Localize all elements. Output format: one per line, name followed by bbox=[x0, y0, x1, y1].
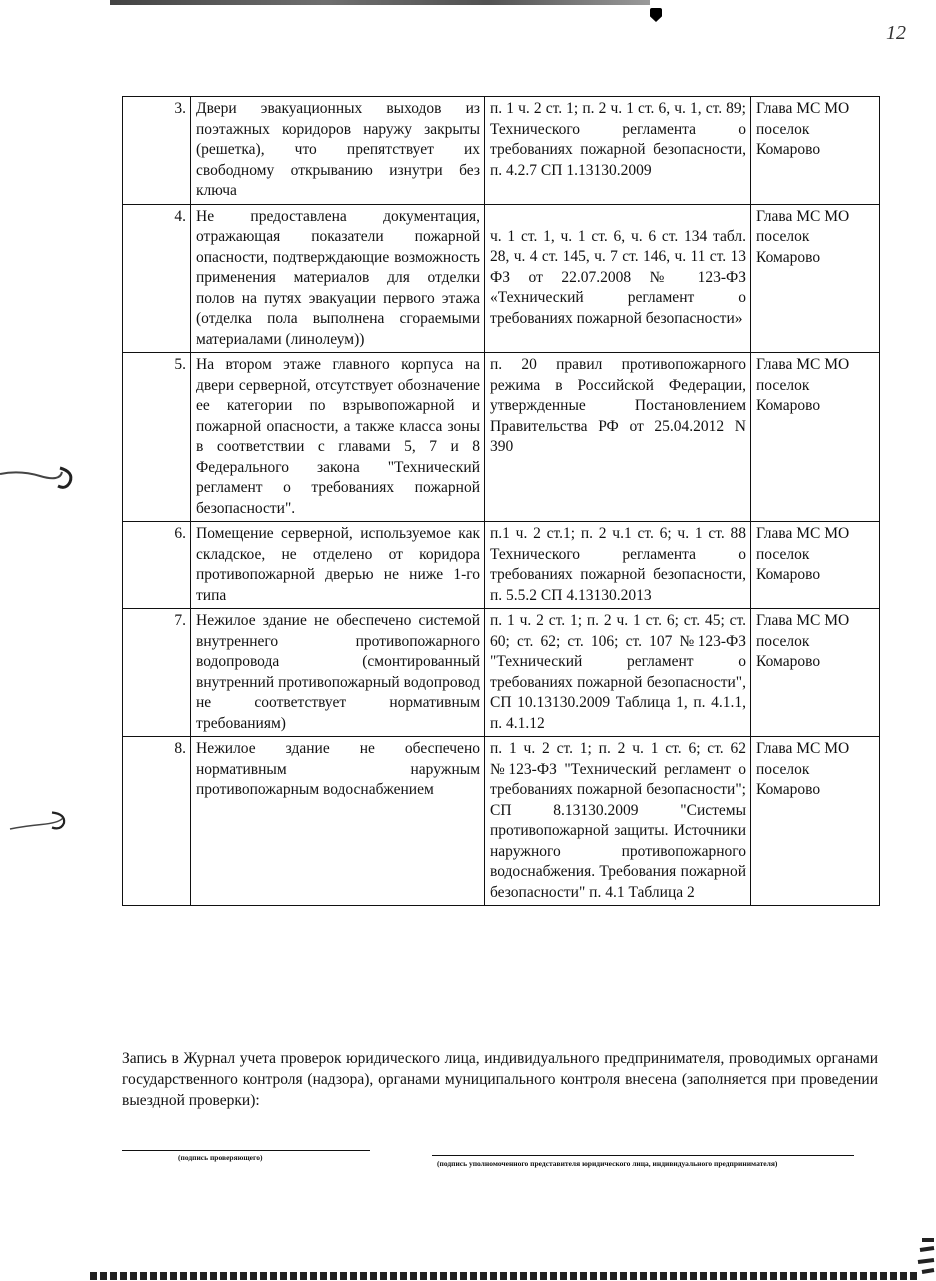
legal-reference: п. 1 ч. 2 ст. 1; п. 2 ч. 1 ст. 6, ч. 1, ст. 89; Технического регламента о требованиях пожарной безопасности, п. 4.2.7 СП 1.13130.2009 bbox=[485, 97, 751, 205]
table-row bbox=[123, 97, 880, 205]
inspector-signature-caption: (подпись проверяющего) bbox=[178, 1153, 263, 1162]
inspector-signature-line bbox=[122, 1150, 370, 1151]
legal-reference: ч. 1 ст. 1, ч. 1 ст. 6, ч. 6 ст. 134 табл. 28, ч. 4 ст. 145, ч. 7 ст. 146, ч. 11 ст. 13 ФЗ от 22.07.2008 № 123-ФЗ «Технический регламент о требованиях пожарной безопасности» bbox=[485, 204, 751, 353]
scan-edge-top bbox=[110, 0, 650, 5]
journal-record-text: Запись в Журнал учета проверок юридического лица, индивидуального предпринимателя, проводимых органами государственного контроля (надзора), органами муниципального контроля внесена (заполняется при проведении выездной проверки): bbox=[122, 1050, 878, 1109]
legal-reference: п. 1 ч. 2 ст. 1; п. 2 ч. 1 ст. 6; ст. 45; ст. 60; ст. 62; ст. 106; ст. 107 №123-ФЗ "Технический регламент о требованиях пожарной безопасности", СП 10.13130.2009 Таблица 1, п. 4.1.1, п. 4.1.12 bbox=[485, 609, 751, 737]
table-row bbox=[123, 737, 880, 906]
staple-hole-mark bbox=[0, 462, 80, 492]
row-number: 4. bbox=[123, 204, 191, 353]
violations-table bbox=[122, 96, 880, 906]
responsible-party: Глава МС МО поселок Комарово bbox=[751, 204, 880, 353]
scan-edge-right bbox=[912, 1236, 936, 1276]
violation-description: На втором этаже главного корпуса на двери серверной, отсутствует обозначение ее категории по взрывопожарной и пожарной опасности, а также класса зоны в соответствии с главами 5, 7 и 8 Федерального закона "Технический регламент о требованиях пожарной безопасности". bbox=[191, 353, 485, 522]
responsible-party: Глава МС МО поселок Комарово bbox=[751, 609, 880, 737]
row-number: 5. bbox=[123, 353, 191, 522]
legal-reference: п. 20 правил противопожарного режима в Российской Федерации, утвержденные Постановлением Правительства РФ от 25.04.2012 N 390 bbox=[485, 353, 751, 522]
row-number: 6. bbox=[123, 522, 191, 609]
violation-description: Помещение серверной, используемое как складское, не отделено от коридора противопожарной дверью не ниже 1-го типа bbox=[191, 522, 485, 609]
responsible-party: Глава МС МО поселок Комарово bbox=[751, 522, 880, 609]
representative-signature-line bbox=[432, 1155, 854, 1156]
table-row bbox=[123, 204, 880, 353]
scan-mark bbox=[650, 8, 662, 22]
row-number: 7. bbox=[123, 609, 191, 737]
violation-description: Нежилое здание не обеспечено системой внутреннего противопожарного водопровода (смонтированный внутренний противопожарный водопровод не соответствует нормативным требованиям) bbox=[191, 609, 485, 737]
responsible-party: Глава МС МО поселок Комарово bbox=[751, 97, 880, 205]
staple-hole-mark bbox=[0, 808, 80, 838]
violation-description: Нежилое здание не обеспечено нормативным наружным противопожарным водоснабжением bbox=[191, 737, 485, 906]
responsible-party: Глава МС МО поселок Комарово bbox=[751, 353, 880, 522]
row-number: 8. bbox=[123, 737, 191, 906]
legal-reference: п. 1 ч. 2 ст. 1; п. 2 ч. 1 ст. 6; ст. 62 №123-ФЗ "Технический регламент о требованиях пожарной безопасности"; СП 8.13130.2009 "Системы противопожарной защиты. Источники наружного противопожарного водоснабжения. Требования пожарной безопасности" п. 4.1 Таблица 2 bbox=[485, 737, 751, 906]
legal-reference: п.1 ч. 2 ст.1; п. 2 ч.1 ст. 6; ч. 1 ст. 88 Технического регламента о требованиях пожарной безопасности, п. 5.5.2 СП 4.13130.2013 bbox=[485, 522, 751, 609]
responsible-party: Глава МС МО поселок Комарово bbox=[751, 737, 880, 906]
row-number: 3. bbox=[123, 97, 191, 205]
violation-description: Не предоставлена документация, отражающая показатели пожарной опасности, подтверждающие возможность применения материалов для отделки полов на путях эвакуации первого этажа (отделка пола выполнена сгораемыми материалами (линолеум)) bbox=[191, 204, 485, 353]
table-row bbox=[123, 609, 880, 737]
table-row bbox=[123, 353, 880, 522]
page-number: 12 bbox=[886, 22, 906, 44]
representative-signature-caption: (подпись уполномоченного представителя юридического лица, индивидуального предпринимателя) bbox=[437, 1159, 778, 1168]
table-row bbox=[123, 522, 880, 609]
scan-edge-bottom bbox=[90, 1272, 920, 1280]
violation-description: Двери эвакуационных выходов из поэтажных коридоров наружу закрыты (решетка), что препятствует их свободному открыванию изнутри без ключа bbox=[191, 97, 485, 205]
